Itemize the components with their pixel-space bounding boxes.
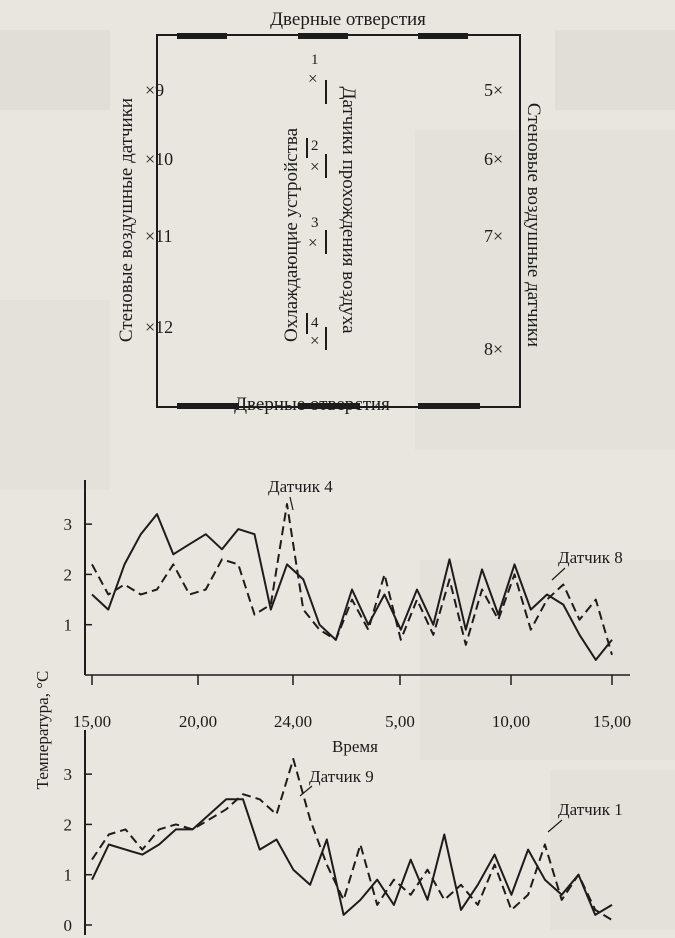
cooling-unit-number: 4	[311, 315, 319, 331]
passage-sensors-label: Датчики прохождения воздуха	[338, 86, 359, 334]
cooling-unit-number: 2	[311, 138, 319, 154]
svg-text:×: ×	[308, 233, 318, 252]
door-opening	[418, 403, 480, 409]
svg-text:×: ×	[308, 69, 318, 88]
x-tick-label: 5,00	[385, 712, 415, 731]
x-axis-label: Время	[332, 737, 378, 756]
series-label-sensor-1: Датчик 1	[558, 800, 623, 819]
wall-sensor-7: 7×	[484, 226, 504, 246]
cooling-unit-number: 1	[311, 52, 319, 68]
door-label-bottom: Дверные отверстия	[234, 394, 390, 415]
cooling-unit-number: 3	[311, 215, 319, 231]
series-label-sensor-9: Датчик 9	[309, 767, 374, 786]
wall-sensor-9: ×9	[145, 80, 165, 100]
door-label-top: Дверные отверстия	[270, 9, 426, 30]
door-opening	[177, 403, 239, 409]
wall-sensors-right-label: Стеновые воздушные датчики	[523, 102, 544, 348]
x-tick-label: 20,00	[178, 712, 218, 731]
wall-sensor-10: ×10	[145, 149, 174, 169]
wall-sensor-6: 6×	[484, 149, 504, 169]
y-tick-label: 2	[63, 815, 72, 835]
svg-text:×: ×	[310, 157, 320, 176]
series-label-sensor-4: Датчик 4	[268, 477, 333, 496]
y-tick-label: 1	[63, 865, 72, 885]
wall-sensor-5: 5×	[484, 80, 504, 100]
x-tick-label: 15,00	[592, 712, 632, 731]
door-opening	[418, 33, 468, 39]
wall-sensor-8: 8×	[484, 339, 504, 359]
door-opening	[177, 33, 227, 39]
y-tick-label: 2	[63, 565, 72, 585]
y-tick-label: 1	[63, 615, 72, 635]
x-tick-label: 15,00	[72, 712, 112, 731]
svg-text:×: ×	[310, 331, 320, 350]
wall-sensors-left-label: Стеновые воздушные датчики	[116, 97, 137, 343]
y-axis-label: Температура, °С	[33, 670, 52, 790]
y-tick-label: 3	[63, 515, 72, 535]
wall-sensor-12: ×12	[145, 317, 174, 337]
cooling-units-label: Охлаждающие устройства	[281, 127, 302, 343]
x-tick-label: 10,00	[491, 712, 531, 731]
series-label-sensor-8: Датчик 8	[558, 548, 623, 567]
door-opening	[298, 33, 348, 39]
wall-sensor-11: ×11	[145, 226, 173, 246]
x-tick-label: 24,00	[273, 712, 313, 731]
y-tick-label: 3	[63, 765, 72, 785]
y-tick-label: 0	[63, 916, 72, 935]
